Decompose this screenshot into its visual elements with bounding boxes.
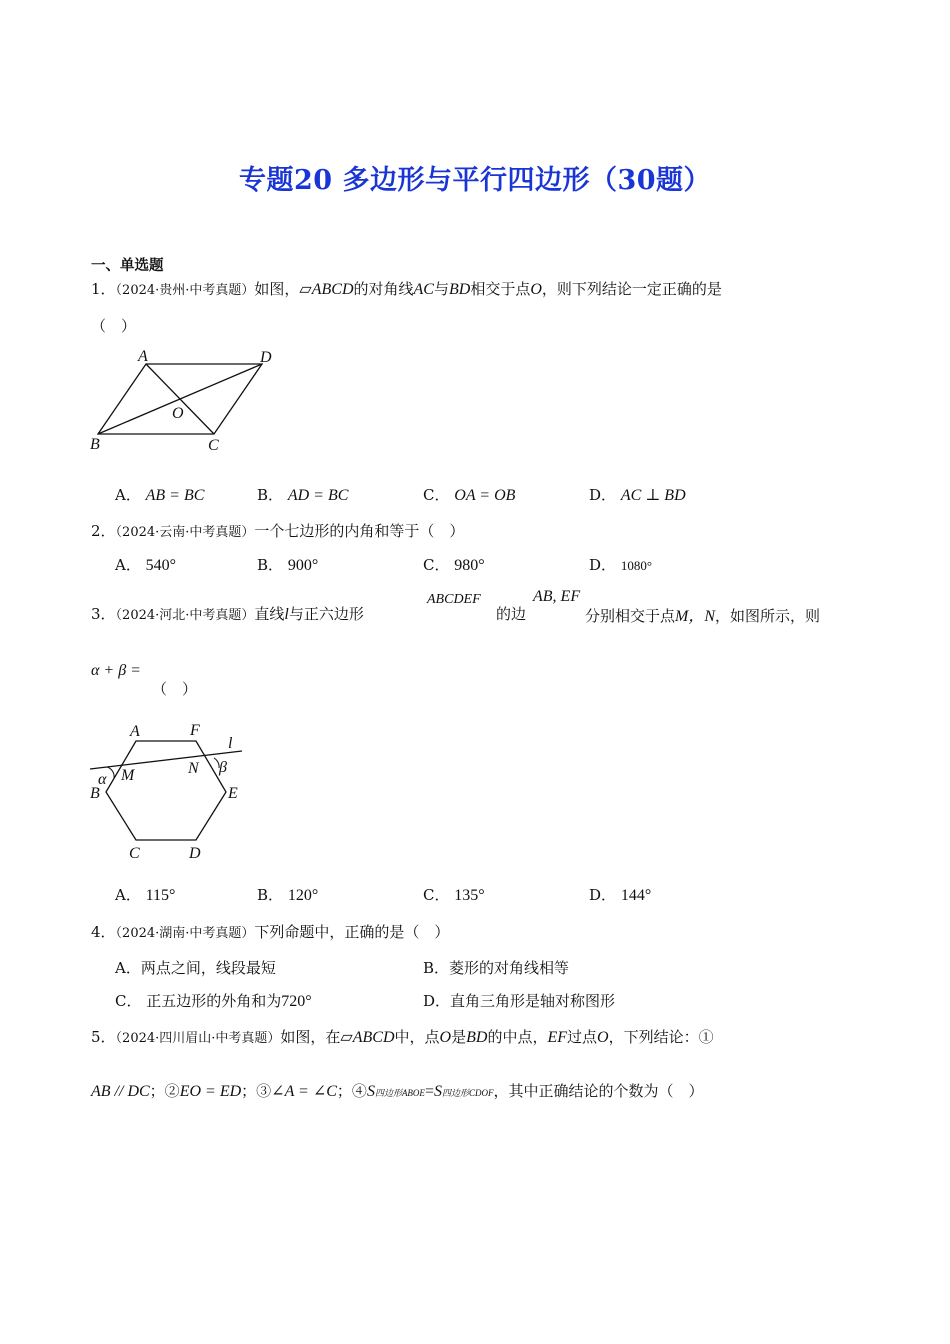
section-heading: 一、单选题 [91,257,164,274]
area-subscript: 四边形CDOF [441,1088,494,1098]
math-term: ABCD [352,1029,395,1046]
parallelogram-figure [86,344,286,456]
question-text: ，则下列结论一定正确的是 [541,280,722,298]
label-d: D [189,845,201,862]
option-label: B． [257,486,284,504]
hexagon-figure [86,718,256,866]
question-3-line [91,603,364,624]
parallelogram-icon: ⏥ [340,1029,353,1046]
hexagon-shape [106,741,226,840]
option-label: A． [115,959,141,977]
angle-alpha-arc [107,767,114,778]
math-term: EF [547,1029,567,1046]
question-1-line [91,278,722,299]
option-math: 720° [281,993,312,1010]
option-text: AD = BC [287,487,349,504]
question-number: 2． [91,522,116,540]
conclusion-1: AB // DC [91,1083,150,1100]
math-term: BD [466,1029,488,1046]
option-d[interactable] [423,990,615,1011]
option-c[interactable] [423,484,515,505]
label-d: D [260,349,272,366]
question-3-line-tail [585,603,820,626]
label-m: M [121,767,135,784]
option-text: 135° [454,887,485,904]
question-text: 与正六边形 [288,605,364,623]
question-source: （2024·贵州·中考真题） [115,283,255,298]
question-text: 与 [433,280,449,298]
conclusion-3: ∠A = ∠C [271,1083,337,1100]
label-n: N [188,760,199,777]
option-label: B． [257,556,284,574]
question-text: 如图， [254,280,300,298]
option-text: 正五边形的外角和为 [146,992,282,1010]
label-b: B [90,785,100,802]
label-a: A [130,723,140,740]
option-text: 980° [454,557,485,574]
question-text: 的中点， [487,1028,548,1046]
question-source: （2024·湖南·中考真题） [115,926,255,941]
option-c[interactable] [423,884,485,905]
math-term: ABCDEF [427,592,481,607]
label-a: A [138,348,148,365]
question-text: 下列命题中，正确的是（ ） [254,923,450,941]
option-text: 两点之间，线段最短 [140,959,276,977]
math-term: ABCD [311,281,354,298]
option-text: OA = OB [454,487,516,504]
label-alpha: α [98,771,107,788]
option-label: C． [115,992,142,1010]
option-d[interactable] [589,884,651,905]
label-o: O [172,405,184,422]
question-text: 是 [451,1028,467,1046]
option-label: D． [589,556,617,574]
question-text: 的对角线 [353,280,414,298]
question-number: 5． [91,1028,116,1046]
option-b[interactable] [257,554,318,575]
option-text: 直角三角形是轴对称图形 [450,992,616,1010]
option-b[interactable] [257,484,348,505]
option-text: 144° [620,887,652,904]
question-text: 相交于点 [470,280,531,298]
question-text: 直线 [254,605,285,623]
option-b[interactable] [257,884,318,905]
option-label: B． [257,886,284,904]
option-text: 120° [287,887,319,904]
option-a[interactable] [115,957,276,978]
option-label: D． [589,886,617,904]
option-d[interactable] [589,484,686,505]
area-subscript: 四边形ABOE [374,1088,425,1098]
option-b[interactable] [423,957,569,978]
math-term: O [597,1029,609,1046]
option-text: AC ⊥ BD [620,487,686,504]
question-text: ，其中正确结论的个数为（ ） [493,1082,704,1100]
label-b: B [90,436,100,453]
question-5-line-2 [91,1080,703,1101]
equals-sign: = [424,1083,434,1100]
question-number: 3． [91,605,116,623]
math-expression: α + β = [91,662,141,679]
option-text: 菱形的对角线相等 [449,959,570,977]
math-term: O [439,1029,452,1046]
option-text: 115° [145,887,176,904]
question-text: ，如图所示，则 [715,607,821,625]
question-source: （2024·河北·中考真题） [115,608,255,623]
option-label: C． [423,486,450,504]
separator: ；④ [336,1082,367,1100]
option-label: C． [423,886,450,904]
question-text: 的边 [496,605,527,623]
option-text: 1080° [620,558,653,573]
option-d[interactable] [589,554,652,575]
option-label: D． [423,992,451,1010]
area-symbol: S [433,1083,442,1100]
question-text: 中，点 [394,1028,440,1046]
option-a[interactable] [115,484,204,505]
question-5-line [91,1026,714,1047]
option-a[interactable] [115,884,175,905]
option-text: 540° [145,557,177,574]
option-label: A． [115,556,141,574]
math-term: M，N [675,608,716,625]
question-number: 4． [91,923,116,941]
option-label: B． [423,959,450,977]
label-c: C [129,845,140,862]
math-term: AC [413,281,434,298]
label-c: C [208,437,219,454]
option-label: D． [589,486,617,504]
math-term: AB, EF [533,588,581,605]
option-label: A． [115,486,141,504]
question-source: （2024·四川眉山·中考真题） [115,1031,281,1046]
question-text: 如图，在 [280,1028,341,1046]
math-term: BD [449,281,471,298]
question-text: 过点 [567,1028,598,1046]
separator: ；③ [241,1082,272,1100]
label-f: F [190,722,200,739]
label-e: E [228,785,238,802]
option-label: C． [423,556,450,574]
label-beta: β [219,759,227,776]
option-text: AB = BC [145,487,205,504]
math-term: O [530,281,542,298]
option-c[interactable] [115,990,312,1011]
question-text: ，下列结论：① [608,1028,714,1046]
parallelogram-icon: ⏥ [299,281,312,298]
question-text: 一个七边形的内角和等于（ ） [254,522,465,540]
question-text: 分别相交于点 [585,607,676,625]
answer-bracket: （ ） [152,680,198,698]
option-text: 900° [287,557,319,574]
question-number: 1． [91,280,116,298]
option-a[interactable] [115,554,176,575]
option-c[interactable] [423,554,485,575]
area-symbol: S [366,1083,375,1100]
conclusion-2: EO = ED [179,1083,242,1100]
page-title: 专题20 多边形与平行四边形（30题） [238,165,712,196]
label-l: l [228,735,233,752]
answer-bracket: （ ） [91,317,137,335]
math-term: l [284,606,289,623]
question-2-line [91,520,464,541]
option-label: A． [115,886,141,904]
question-source: （2024·云南·中考真题） [115,525,255,540]
question-4-line [91,921,449,942]
separator: ；② [149,1082,180,1100]
